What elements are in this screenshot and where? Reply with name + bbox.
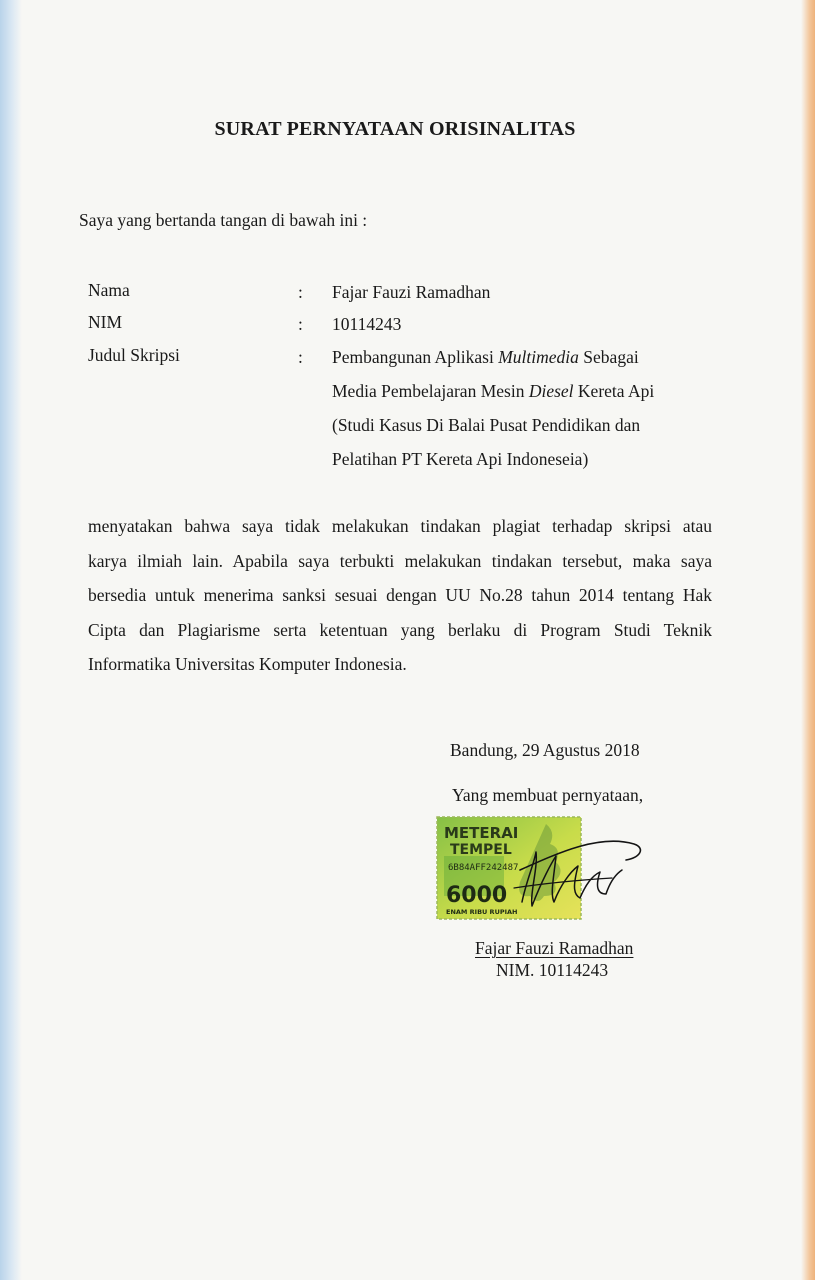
- field-colon: :: [298, 347, 303, 367]
- field-label-nim: NIM: [88, 312, 123, 332]
- signer-name: Fajar Fauzi Ramadhan: [475, 938, 634, 958]
- page-edge-left: [0, 0, 22, 1280]
- field-colon: :: [298, 282, 303, 302]
- thesis-title-text: Kereta Api: [573, 381, 655, 401]
- field-label-nama: Nama: [88, 280, 130, 300]
- signer-nim: NIM. 10114243: [496, 960, 609, 980]
- stamp-serial: 6B84AFF242487: [448, 863, 519, 873]
- thesis-title-italic: Diesel: [528, 381, 574, 401]
- thesis-title-text: Sebagai: [578, 347, 639, 367]
- statement-line: Informatika Universitas Komputer Indonesia.: [88, 654, 407, 674]
- thesis-title-italic: Multimedia: [498, 347, 579, 367]
- thesis-title-line-2: [332, 381, 654, 402]
- statement-paragraph: [88, 509, 712, 682]
- place-date: Bandung, 29 Agustus 2018: [450, 740, 640, 760]
- document-title: SURAT PERNYATAAN ORISINALITAS: [214, 118, 576, 140]
- field-value-nama: Fajar Fauzi Ramadhan: [332, 282, 491, 302]
- field-label-judul: Judul Skripsi: [88, 345, 180, 365]
- field-colon: :: [298, 314, 303, 334]
- handwritten-signature: [500, 822, 650, 927]
- stamp-value: 6000: [446, 883, 508, 908]
- field-value-nim: 10114243: [332, 314, 402, 334]
- statement-line: Cipta dan Plagiarisme serta ketentuan yang berlaku di Program Studi Teknik: [88, 619, 712, 640]
- intro-text: Saya yang bertanda tangan di bawah ini :: [79, 210, 368, 230]
- thesis-title-text: Pembangunan Aplikasi: [332, 347, 499, 367]
- statement-line: karya ilmiah lain. Apabila saya terbukti melakukan tindakan tersebut, maka saya: [88, 550, 712, 571]
- statement-line: menyatakan bahwa saya tidak melakukan tindakan plagiat terhadap skripsi atau: [88, 516, 712, 536]
- page-edge-right: [801, 0, 815, 1280]
- maker-label: Yang membuat pernyataan,: [452, 785, 644, 805]
- statement-line: bersedia untuk menerima sanksi sesuai dengan UU No.28 tahun 2014 tentang Hak: [88, 585, 712, 605]
- thesis-title-line-4: Pelatihan PT Kereta Api Indoneseia): [332, 449, 589, 469]
- thesis-title-line-3: (Studi Kasus Di Balai Pusat Pendidikan dan: [332, 415, 641, 435]
- thesis-title-text: Media Pembelajaran Mesin: [332, 381, 529, 401]
- stamp-text-meterai: METERAI: [444, 824, 519, 842]
- stamp-value-text: ENAM RIBU RUPIAH: [446, 908, 518, 916]
- thesis-title-line-1: [332, 347, 639, 368]
- stamp-text-tempel: TEMPEL: [450, 842, 512, 858]
